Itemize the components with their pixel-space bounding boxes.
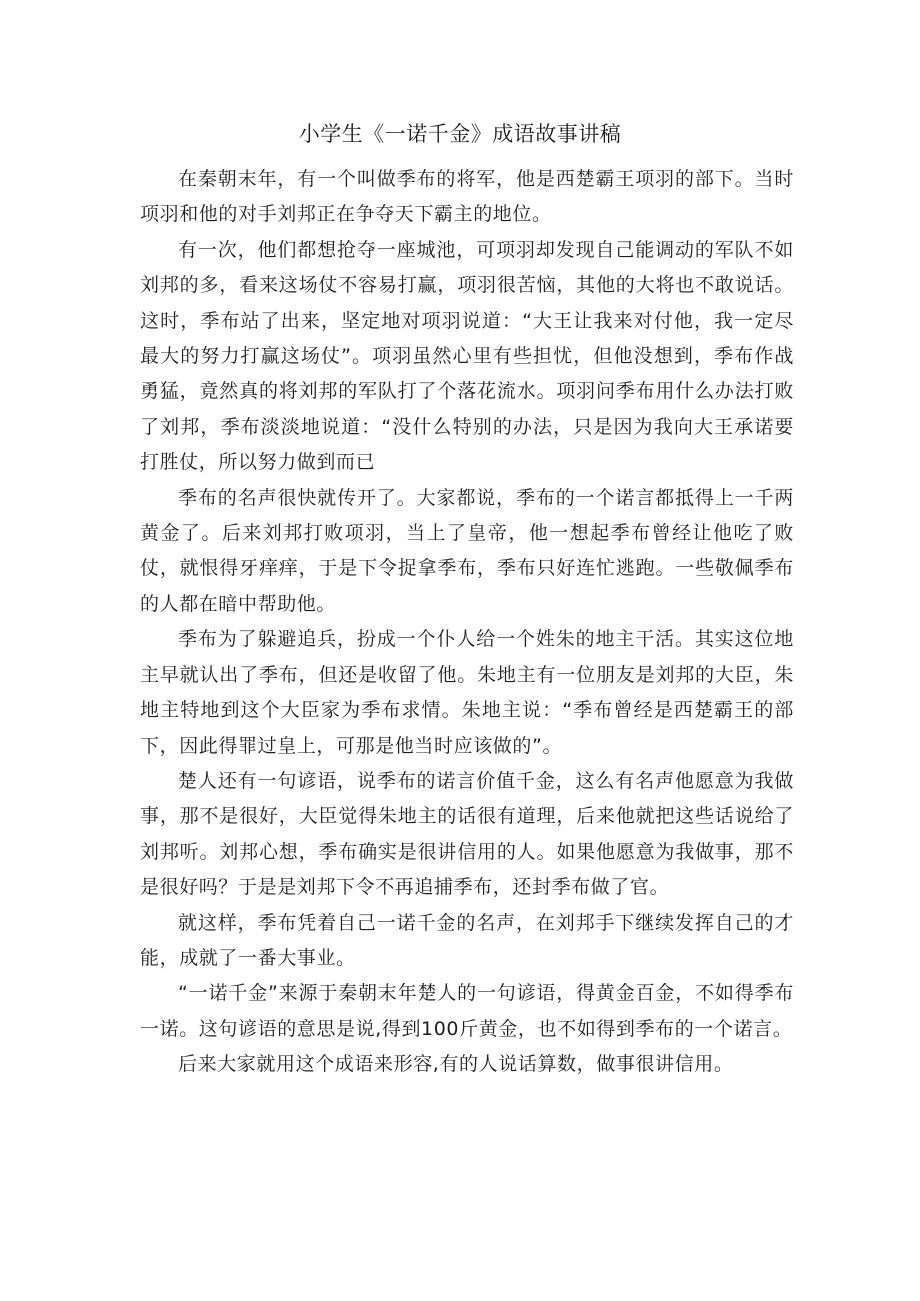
paragraph-7: “一诺千金”来源于秦朝末年楚人的一句谚语，得黄金百金，不如得季布一诺。这句谚语的意思是说,得到100斤黄金，也不如得到季布的一个诺言。 xyxy=(140,982,794,1040)
paragraph-8: 后来大家就用这个成语来形容,有的人说话算数，做事很讲信用。 xyxy=(178,1053,734,1076)
paragraph-1: 在秦朝末年，有一个叫做季布的将军，他是西楚霸王项羽的部下。当时项羽和他的对手刘邦正在争夺天下霸主的地位。 xyxy=(140,168,794,226)
paragraph-2: 有一次，他们都想抢夺一座城池，可项羽却发现自己能调动的军队不如刘邦的多，看来这场仗不容易打赢，项羽很苦恼，其他的大将也不敢说话。这时，季布站了出来，坚定地对项羽说道：“大王让我来对付他，我一定尽最大的努力打赢这场仗”。项羽虽然心里有些担忧，但他没想到，季布作战勇猛，竟然真的将刘邦的军队打了个落花流水。项羽问季布用什么办法打败了刘邦，季布淡淡地说道：“没什么特别的办法，只是因为我向大王承诺要打胜仗，所以努力做到而已 xyxy=(140,238,794,474)
paragraph-5: 楚人还有一句谚语，说季布的诺言价值千金，这么有名声他愿意为我做事，那不是很好，大臣觉得朱地主的话很有道理，后来他就把这些话说给了刘邦听。刘邦心想，季布确实是很讲信用的人。如果他愿意为我做事，那不是很好吗？于是是刘邦下令不再追捕季布，还封季布做了官。 xyxy=(140,769,794,899)
paragraph-3: 季布的名声很快就传开了。大家都说，季布的一个诺言都抵得上一千两黄金了。后来刘邦打败项羽，当上了皇帝，他一想起季布曾经让他吃了败仗，就恨得牙痒痒，于是下令捉拿季布，季布只好连忙逃跑。一些敬佩季布的人都在暗中帮助他。 xyxy=(140,486,794,615)
document-title: 小学生《一诺千金》成语故事讲稿 xyxy=(298,122,622,146)
document-body xyxy=(140,162,794,1083)
paragraph-4: 季布为了躲避追兵，扮成一个仆人给一个姓朱的地主干活。其实这位地主早就认出了季布，但还是收留了他。朱地主有一位朋友是刘邦的大臣，朱地主特地到这个大臣家为季布求情。朱地主说：“季布曾经是西楚霸王的部下，因此得罪过皇上，可那是他当时应该做的”。 xyxy=(140,628,794,757)
paragraph-6: 就这样，季布凭着自己一诺千金的名声，在刘邦手下继续发挥自己的才能，成就了一番大事业。 xyxy=(140,911,794,969)
